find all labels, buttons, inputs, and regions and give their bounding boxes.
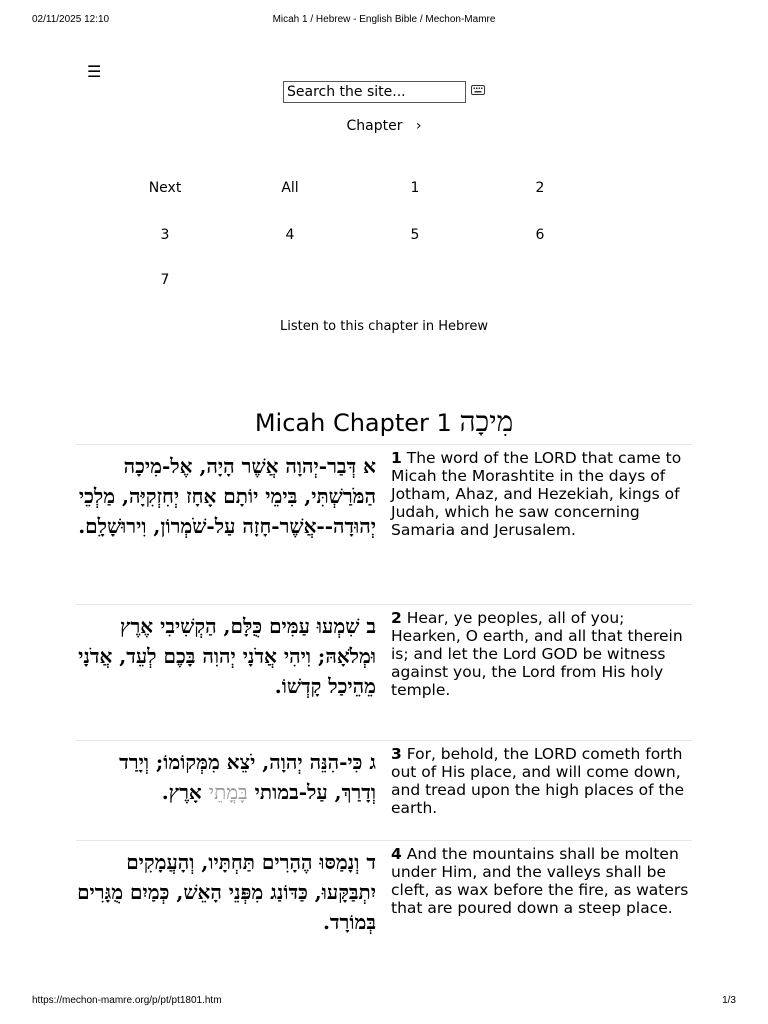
chapter-link-7[interactable]: 7 xyxy=(160,272,170,288)
listen-audio-link[interactable]: Listen to this chapter in Hebrew xyxy=(279,319,488,334)
keyboard-icon[interactable] xyxy=(471,85,485,95)
next-chapter-link[interactable]: Next xyxy=(148,180,182,196)
verse-hebrew-text xyxy=(76,747,376,807)
verse-number: 4 xyxy=(391,845,402,863)
verse-number: 1 xyxy=(391,449,402,467)
print-page-title: Micah 1 / Hebrew - English Bible / Mechon-Mamre xyxy=(272,14,496,25)
verse-number-hebrew: ב xyxy=(366,614,376,638)
chevron-right-icon: › xyxy=(415,118,422,134)
verse-hebrew-body: שִׁמְעוּ עַמִּים כֻּלָּם, הַקְשִׁיבִי אֶרֶץ וּמְלֹאָהּ; וִיהִי אֲדֹנָי יְהוִה בָּכֶם לְעֵד, אֲדֹנָי מֵהֵיכַל קָדְשׁוֹ. xyxy=(78,614,376,698)
verse-row xyxy=(76,740,692,841)
chapter-dropdown-label: Chapter xyxy=(346,118,403,134)
chapter-title-hebrew: מִיכָה xyxy=(459,405,514,439)
print-footer xyxy=(0,995,768,1011)
chapter-link-3[interactable]: 3 xyxy=(160,227,170,243)
chapter-title-english: Micah Chapter 1 xyxy=(254,409,452,438)
chapter-title xyxy=(0,406,768,439)
print-page-number: 1/3 xyxy=(722,995,736,1006)
chapter-dropdown[interactable] xyxy=(0,117,768,135)
verse-english-body: The word of the LORD that came to Micah the Morashtite in the days of Jotham, Ahaz, and Hezekiah, kings of Judah, which he saw concerning Samaria and Jerusalem. xyxy=(391,449,682,539)
chapter-link-6[interactable]: 6 xyxy=(535,227,545,243)
print-url: https://mechon-mamre.org/p/pt/pt1801.htm xyxy=(32,995,222,1006)
verse-english-text xyxy=(391,745,691,817)
print-datetime: 02/11/2025 12:10 xyxy=(32,14,110,25)
verse-hebrew-text xyxy=(76,451,376,541)
verse-hebrew-ending: אָרֶץ. xyxy=(161,780,202,804)
chapter-link-5[interactable]: 5 xyxy=(410,227,420,243)
verse-number: 2 xyxy=(391,609,402,627)
chapter-link-4[interactable]: 4 xyxy=(285,227,295,243)
verse-hebrew-body: דְּבַר-יְהוָה אֲשֶׁר הָיָה, אֶל-מִיכָה הַמֹּרַשְׁתִּי, בִּימֵי יוֹתָם אָחָז יְחִזְקִיָּה, מַלְכֵי יְהוּדָה--אֲשֶׁר-חָזָה עַל-שֹׁמְרוֹן, וִירוּשָׁלִָם. xyxy=(78,454,376,538)
verse-hebrew-body: וְנָמַסּוּ הֶהָרִים תַּחְתָּיו, וְהָעֲמָקִים יִתְבַּקָּעוּ, כַּדּוֹנַג מִפְּנֵי הָאֵשׁ, כְּמַיִם מֻגָּרִים בְּמוֹרָד. xyxy=(77,850,376,934)
verse-english-body: For, behold, the LORD cometh forth out of His place, and will come down, and tread upon the high places of the earth. xyxy=(391,745,684,817)
verse-number-hebrew: א xyxy=(363,454,376,478)
hamburger-menu-icon[interactable]: ☰ xyxy=(87,62,102,81)
chapter-link-2[interactable]: 2 xyxy=(535,180,545,196)
print-header xyxy=(0,14,768,30)
verse-row xyxy=(76,604,692,741)
verse-english-body: And the mountains shall be molten under Him, and the valleys shall be cleft, as wax before the fire, as waters that are poured down a steep place. xyxy=(391,845,689,917)
verse-row xyxy=(76,840,692,981)
verse-english-text xyxy=(391,845,691,917)
verse-number-hebrew: ד xyxy=(366,850,376,874)
verse-number-hebrew: ג xyxy=(369,750,376,774)
verse-hebrew-text xyxy=(76,611,376,701)
verse-number: 3 xyxy=(391,745,402,763)
verse-row xyxy=(76,444,692,605)
verse-hebrew-body: כִּי-הִנֵּה יְהוָה, יֹצֵא מִמְּקוֹמוֹ; וְיָרַד וְדָרַךְ, עַל-במותי xyxy=(119,750,376,804)
verse-english-text xyxy=(391,609,691,699)
verse-hebrew-text xyxy=(76,847,376,937)
chapter-link-1[interactable]: 1 xyxy=(410,180,420,196)
qere-reading: בָּמֳתֵי xyxy=(208,780,248,804)
search-bar xyxy=(283,81,466,103)
verse-english-text xyxy=(391,449,691,539)
all-chapters-link[interactable]: All xyxy=(281,180,299,196)
search-input[interactable] xyxy=(283,81,466,103)
verse-english-body: Hear, ye peoples, all of you; Hearken, O earth, and all that therein is; and let the Lord GOD be witness against you, the Lord from His holy temple. xyxy=(391,609,683,699)
